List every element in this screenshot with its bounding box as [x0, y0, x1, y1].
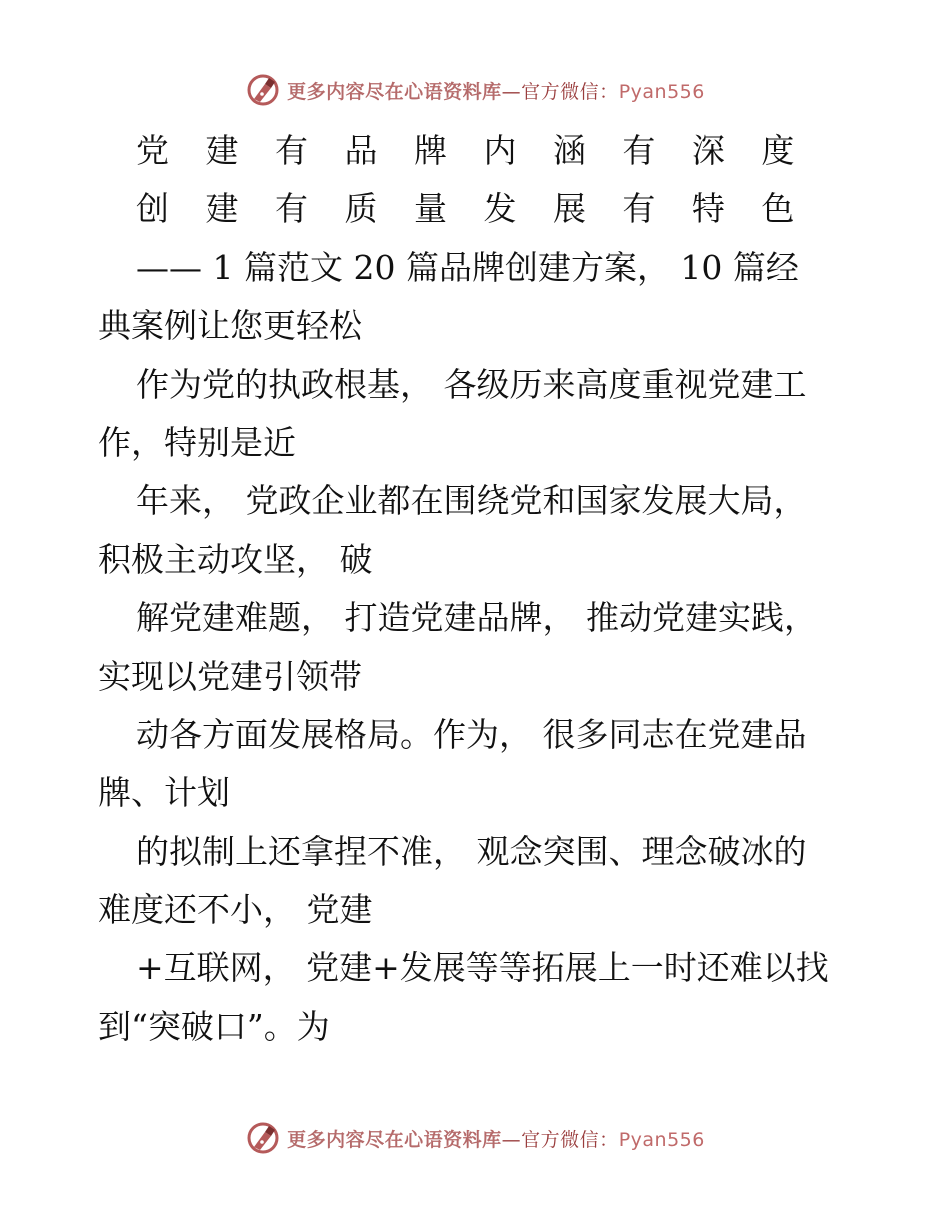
- banner-text: [287, 77, 705, 104]
- banner-tail-text: —官方微信：: [501, 1128, 619, 1151]
- banner-lead-text: 更多内容尽在心语资料库: [287, 80, 502, 103]
- banner-wechat-id: Pyan556: [618, 1128, 705, 1151]
- text-line: 牌、计划: [98, 773, 230, 813]
- text-line: 积极主动攻坚， 破: [98, 539, 373, 579]
- text-line: 实现以党建引领带: [98, 656, 362, 696]
- text-line: 难度还不小， 党建: [98, 890, 373, 930]
- text-line: 作，特别是近: [98, 422, 296, 462]
- document-body: [98, 122, 858, 1056]
- banner-lead-text: 更多内容尽在心语资料库: [287, 1128, 502, 1151]
- text-line: 的拟制上还拿捏不准， 观念突围、理念破冰的: [136, 831, 807, 871]
- header-banner: [0, 68, 950, 112]
- text-line: 党 建 有 品 牌 内 涵 有 深 度: [136, 131, 808, 170]
- text-line: —— 1 篇范文 20 篇品牌创建方案， 10 篇经: [136, 247, 799, 287]
- banner-wechat-id: Pyan556: [618, 80, 705, 103]
- text-line: 典案例让您更轻松: [98, 306, 362, 346]
- pen-nib-logo-icon: [245, 1120, 281, 1156]
- text-line: 创 建 有 质 量 发 展 有 特 色: [136, 189, 808, 229]
- footer-banner: [0, 1116, 950, 1160]
- footer-banner-inner: [245, 1120, 705, 1156]
- text-line: 解党建难题， 打造党建品牌， 推动党建实践，: [136, 598, 817, 638]
- banner-text: [287, 1125, 705, 1152]
- text-line: 年来， 党政企业都在围绕党和国家发展大局，: [136, 481, 807, 521]
- text-line: 到“突破口”。为: [98, 1006, 330, 1046]
- text-line: 作为党的执政根基， 各级历来高度重视党建工: [136, 364, 807, 404]
- text-line: +互联网， 党建+发展等等拓展上一时还难以找: [136, 948, 829, 988]
- pen-nib-logo-icon: [245, 72, 281, 108]
- text-line: 动各方面发展格局。作为， 很多同志在党建品: [136, 714, 807, 754]
- banner-tail-text: —官方微信：: [501, 80, 619, 103]
- header-banner-inner: [245, 72, 705, 108]
